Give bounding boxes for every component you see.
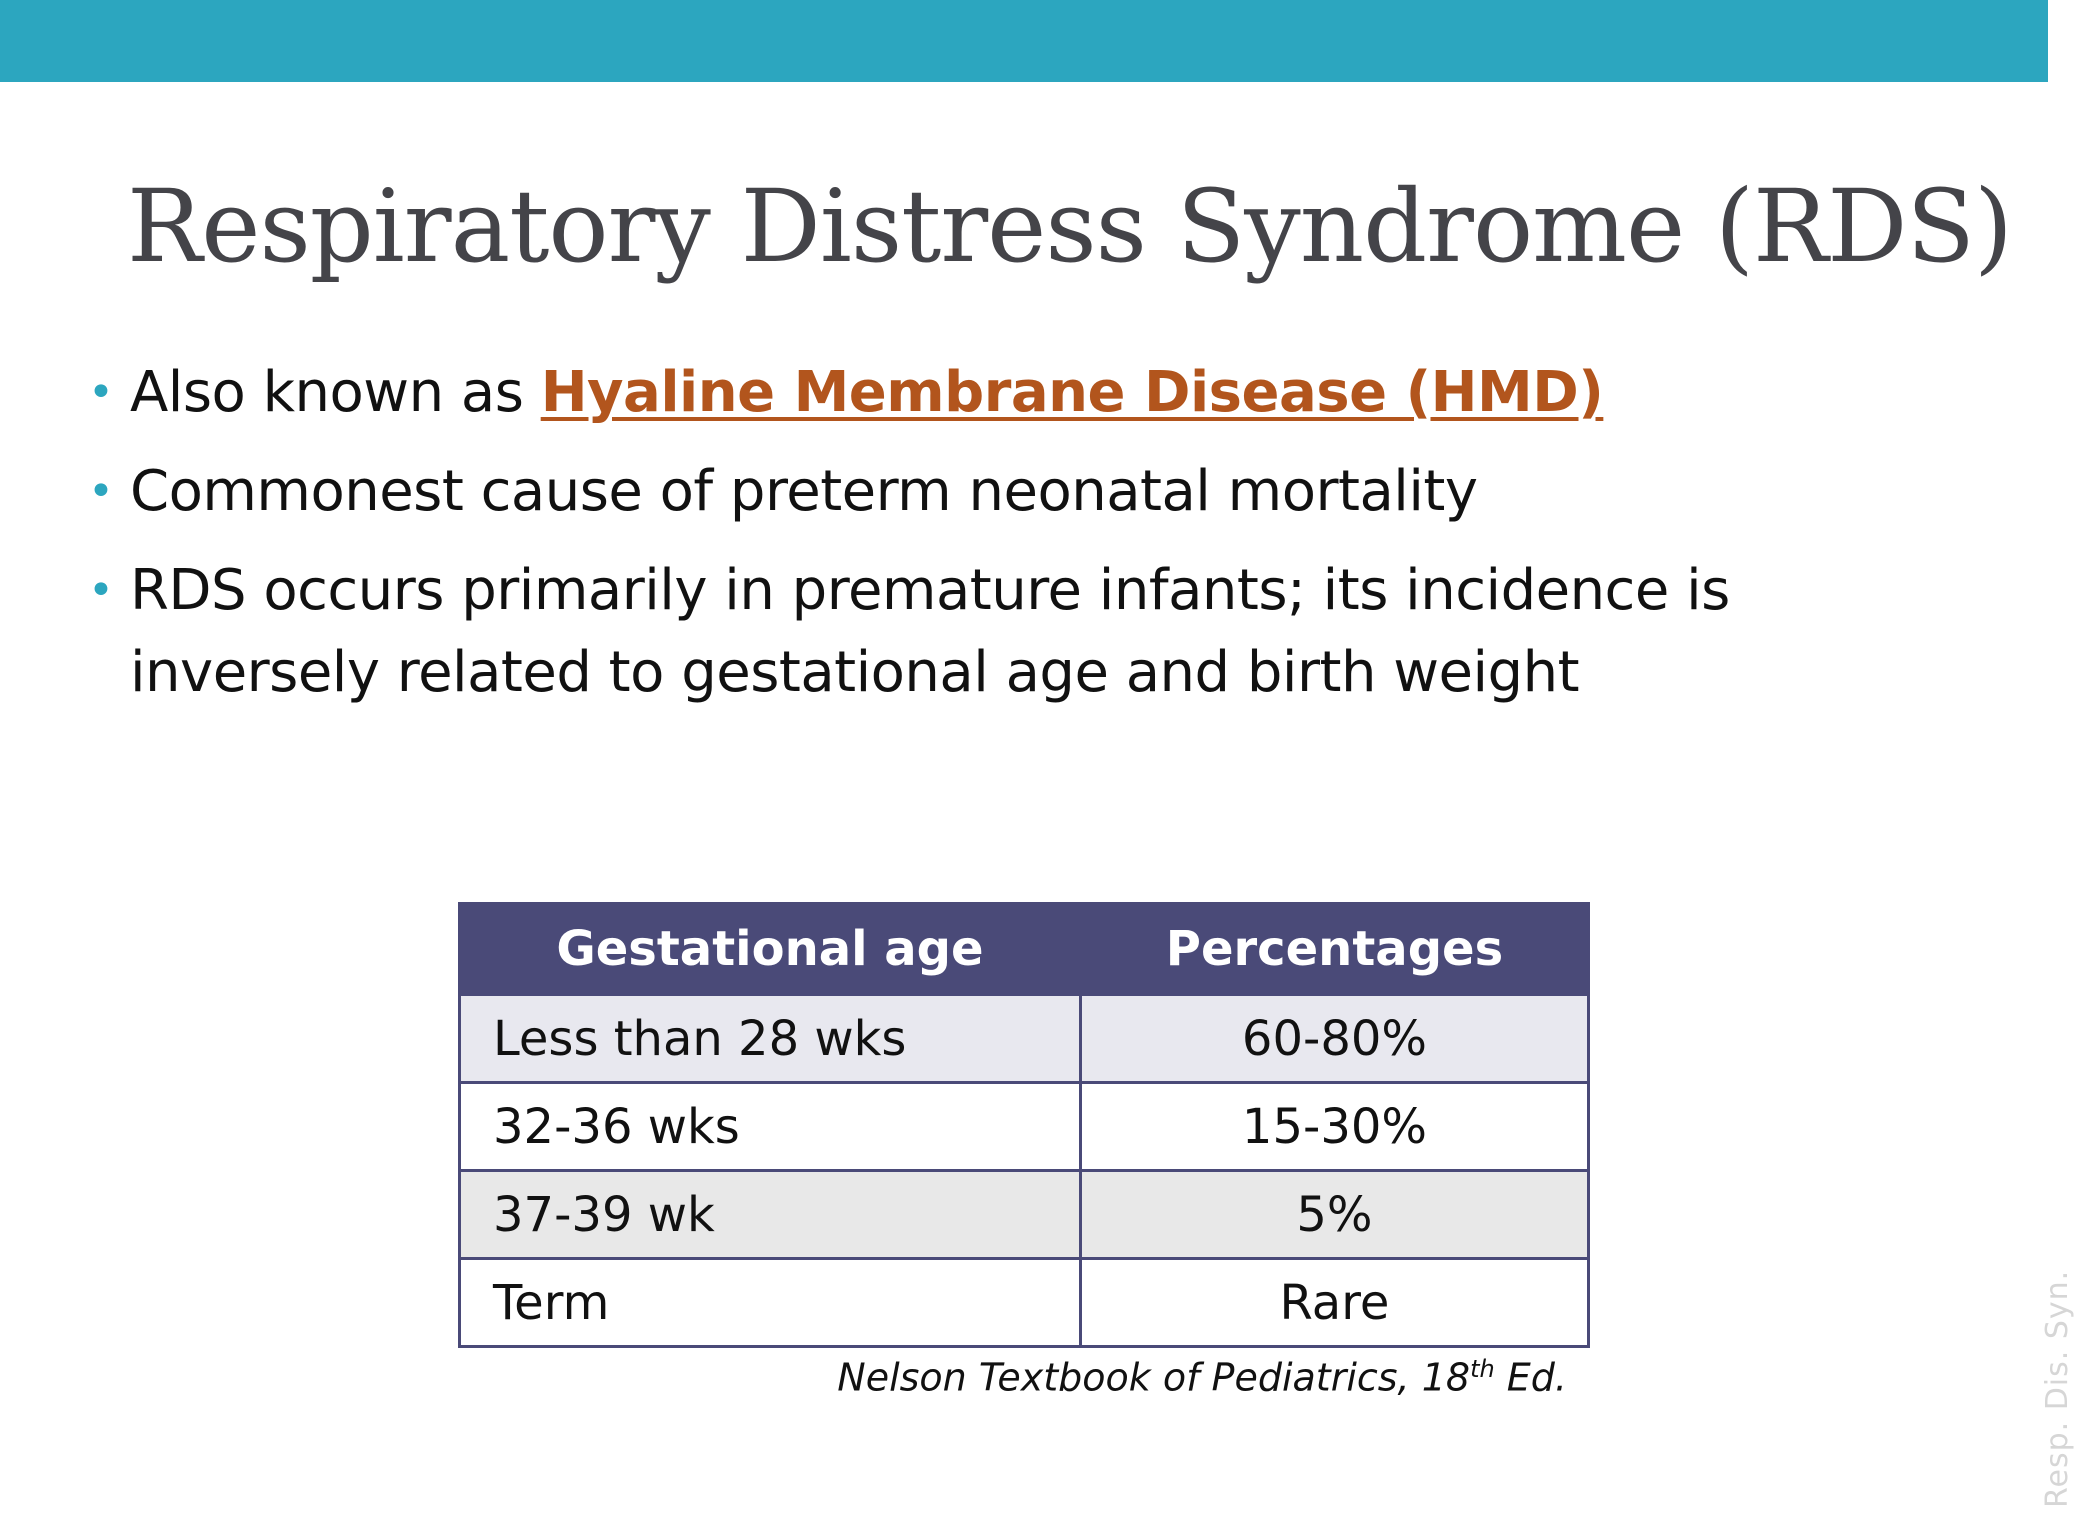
table-cell-age: Less than 28 wks: [460, 995, 1081, 1083]
top-accent-bar: [0, 0, 2048, 82]
table-header-gestational-age: Gestational age: [460, 904, 1081, 995]
bullet-item-mortality: [80, 451, 1940, 533]
table-row: [460, 1171, 1589, 1259]
incidence-table: [458, 902, 1590, 1348]
bullet-dot-icon: •: [88, 367, 114, 418]
table-row: [460, 1083, 1589, 1171]
bullet-text-prefix: Also known as: [130, 360, 541, 425]
slide-title: Respiratory Distress Syndrome (RDS): [127, 168, 2012, 285]
bullet-item-aka: [80, 352, 1940, 434]
vertical-footer-label: Resp. Dis. Syn.: [2040, 1269, 2075, 1508]
table-cell-age: 32-36 wks: [460, 1083, 1081, 1171]
table-cell-percentage: Rare: [1080, 1259, 1588, 1347]
incidence-table-container: [458, 902, 1590, 1348]
table-citation: [837, 1355, 1567, 1400]
citation-text: Nelson Textbook of Pediatrics, 18: [837, 1355, 1471, 1400]
table-cell-age: 37-39 wk: [460, 1171, 1081, 1259]
bullet-dot-icon: •: [88, 565, 114, 616]
table-cell-percentage: 15-30%: [1080, 1083, 1588, 1171]
table-header-percentages: Percentages: [1080, 904, 1588, 995]
bullet-list: [80, 352, 1940, 731]
table-cell-percentage: 5%: [1080, 1171, 1588, 1259]
citation-superscript: th: [1470, 1355, 1495, 1383]
table-cell-age: Term: [460, 1259, 1081, 1347]
table-cell-percentage: 60-80%: [1080, 995, 1588, 1083]
bullet-item-incidence: [80, 550, 1940, 714]
table-header-row: [460, 904, 1589, 995]
bullet-text: RDS occurs primarily in premature infants; its incidence is inversely related to gestational age and birth weight: [130, 558, 1730, 705]
bullet-text: Commonest cause of preterm neonatal mortality: [130, 459, 1478, 524]
hmd-link[interactable]: Hyaline Membrane Disease (HMD): [540, 360, 1604, 425]
citation-edition: Ed.: [1494, 1355, 1567, 1400]
bullet-dot-icon: •: [88, 466, 114, 517]
table-row: [460, 1259, 1589, 1347]
table-row: [460, 995, 1589, 1083]
